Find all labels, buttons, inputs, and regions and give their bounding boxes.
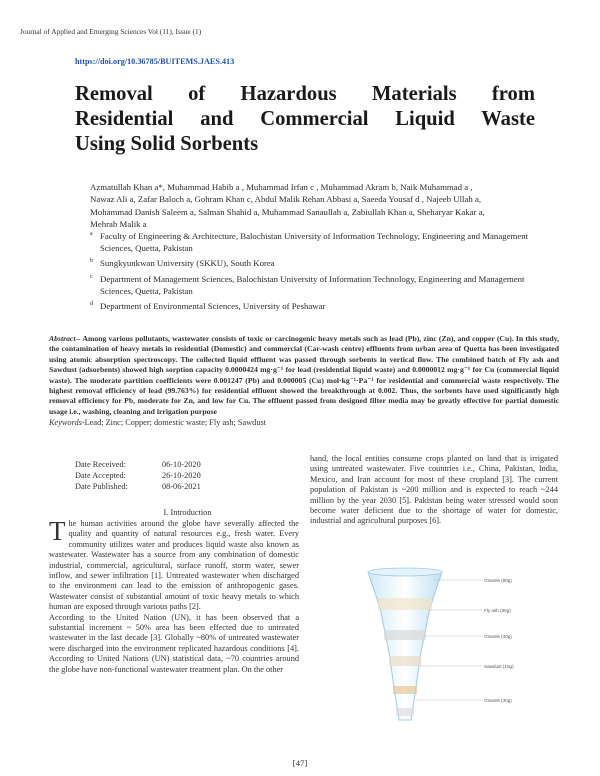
keywords-text: Lead; Zinc; Copper; domestic waste; Fly ash; Sawdust [84,418,267,427]
author-line: Mehrab Malik a [90,218,147,229]
figure-label: Sawdust (15g) [484,664,514,669]
abstract-text: Among various pollutants, wastewater consists of toxic or carcinogenic heavy metals such as lead (Pb), zinc (Zn), and copper (Cu). In this study, the contamination of heavy metals in residential (Domestic) and commercial (Car-wash centre) effluents from urban area of Quetta has been investigated using atomic absorption spectroscopy. The collected liquid effluent was passed through sorbents in vertical flow. The combined batch of Fly ash and Sawdust (adsorbents) showed high sorption capacity 0.0000424 mg·g⁻¹ for lead (residential liquid waste) and 0.0000012 mg·g⁻¹ for Cu (commercial liquid waste). The moderate partition coefficients were 0.001247 (Pb) and 0.000005 (Cu) mol·kg⁻¹·Pa⁻¹ for residential and commercial waste respectively. The highest removal efficiency of lead (99.763%) for residential effluent showed the breakthrough at 0.002. Thus, the sorbents have used significantly high removal efficiency for Pb, moderate for Zn, and low for Cu. The effluent passed from designed filter media may be greatly effective for partial domestic usage i.e., washing, cleaning and irrigation purpose [49,334,560,416]
abstract [49,334,559,417]
page-number: [47] [292,758,308,768]
title-line: Using Solid Sorbents [75,133,259,155]
date-row: Date Accepted: 26-10-2020 [75,471,201,480]
abstract-label: Abstract-- [49,334,81,343]
date-row: Date Received: 06-10-2020 [75,460,201,469]
affiliation: b Sungkyunkwan University (SKKU), South Korea [90,258,275,269]
right-column [310,454,558,527]
body-paragraph: hand, the local entities consume crops planted on land that is irrigated using untreated wastewater. Five countries i.e., China, Pakistan, India, Mexico, and Iran account for most of these cropland [3]. The current population of Pakistan is ~200 million and is expected to reach ~244 million by the year 2030 [5]. Pakistan being water stressed would soon become water deficient due to the shortage of water for domestic, industrial and agricultural purposes [6]. [310,454,558,526]
author-line: Nawaz Ali a, Zafar Baloch a, Gohram Khan c, Abdul Malik Rehan Abbasi a, Saeeda Yousaf d , Najeeb Ullah a, [90,194,482,205]
section-heading [75,508,300,517]
figure-label: Gravels (40g) [484,634,512,639]
keywords-label: Keywords- [49,418,85,427]
date-row: Date Published: 08-06-2021 [75,482,201,491]
figure-label: Fly ash (30g) [484,608,511,613]
affiliation-list [90,230,530,312]
title-line: Removal of Hazardous Materials from [75,83,535,105]
doi-link[interactable]: https://doi.org/10.36785/BUITEMS.JAES.413 [75,57,235,66]
author-line: Mohammad Danish Saleem a, Salman Shahid a, Muhammad Sanaullah a, Zabiullah Khan a, Sheharyar Kakar a, [90,206,485,217]
date-block [75,459,201,492]
filter-funnel [368,568,442,720]
filter-media-figure [350,560,540,730]
drop-cap: T [49,516,66,546]
paper-title [75,82,535,157]
section-number: I. [163,508,169,517]
author-line: Azmatullah Khan a*, Muhammad Habib a , Muhammad Irfan c , Muhammad Akram b, Naik Muhammad a , [90,182,473,192]
keywords [49,418,559,427]
journal-header: Journal of Applied and Emerging Sciences Vol (11), Issue (1) [20,27,202,36]
intro-paragraph: he human activities around the globe have severally affected the quality and quantity of natural resources e.g., fresh water. Every community utilizes water and produces liquid waste also known as wastewater. Wastewater has a source from any combination of domestic industrial, commercial, agricultural, surface runoff, storm water, sewer inflow, and sewer infiltration [1]. Untreated wastewater when discharged to the environment can lead to the emission of anthropogenic gases. Wastewater consist of substantial amount of toxic heavy metals to which human are exposed through various paths [2]. [49,519,299,612]
figure-label: Gravels (80g) [484,578,512,583]
title-line: Residential and Commercial Liquid Waste [75,108,535,130]
affiliation: a Faculty of Engineering & Architecture, Balochistan University of Information Technology, Engineering and Management Sciences, Quetta, Pakistan [90,231,529,254]
affiliation: d Department of Environmental Sciences, University of Peshawar [90,301,326,312]
author-list [90,181,530,230]
figure-label: Gravels (30g) [484,698,512,703]
section-title: Introduction [170,508,212,517]
left-column [49,516,299,675]
intro-paragraph: According to the United Nation (UN), it has been observed that a substantial increment ~ 50% area has been effected due to untreated wastewater in the last decade [3]. Globally ~80% of untreated wastewater were discharged into the environment replicated hazardous conditions [4]. According to United Nations (UN) statistical data, ~70 countries around the globe have non-functional wastewater treatment plan. On the other [49,612,299,674]
affiliation: c Department of Management Sciences, Balochistan University of Information Technology, Engineering and Management Sciences, Quetta, Pakistan [90,273,525,296]
